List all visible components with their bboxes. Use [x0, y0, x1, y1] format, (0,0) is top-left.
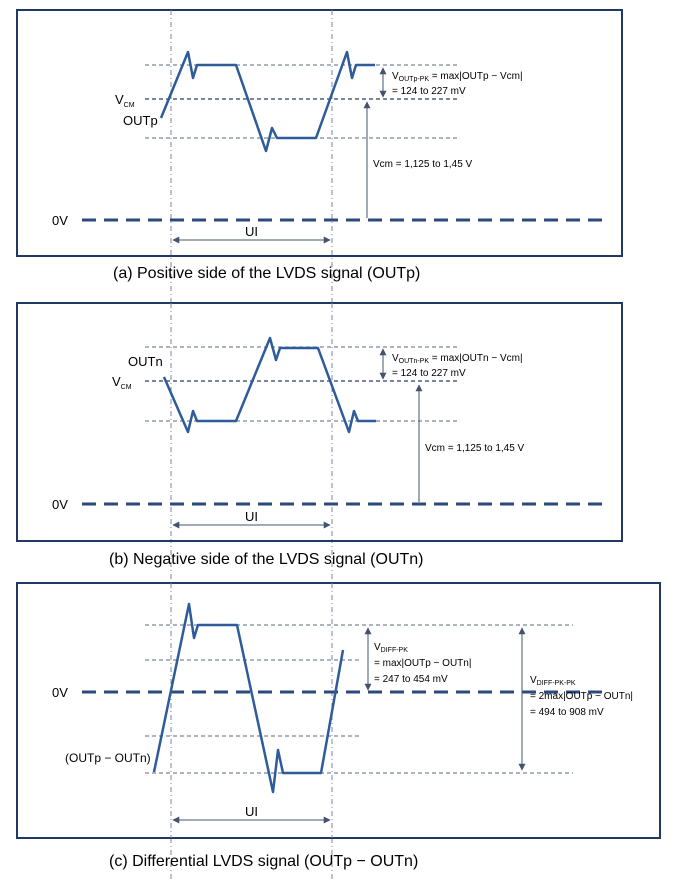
panel-c-diff-range: = 247 to 454 mV	[374, 674, 448, 685]
panel-b-zero-label: 0V	[52, 497, 68, 512]
panel-a-ui-label: UI	[245, 224, 258, 239]
panel-c-caption: (c) Differential LVDS signal (OUTp − OUTn)	[109, 853, 419, 870]
panel-b-vcm-range: Vcm = 1,125 to 1,45 V	[425, 443, 525, 454]
panel-a-vcm-range: Vcm = 1,125 to 1,45 V	[373, 159, 473, 170]
panel-b-signal-label: OUTn	[128, 354, 163, 369]
panel-b-pk-label: $V_{OUTn-PK}$ = max|OUTn − Vcm|	[392, 353, 523, 365]
panel-c-signal-label: (OUTp − OUTn)	[65, 751, 151, 765]
panel-b-pk-range: = 124 to 227 mV	[392, 368, 466, 379]
panel-a-vcm-label: $V_{CM}$	[115, 92, 135, 109]
panel-c-diff-label: $V_{DIFF-PK}$	[374, 642, 408, 654]
panel-a-caption: (a) Positive side of the LVDS signal (OUTp)	[113, 265, 421, 282]
panel-a-pk-label: $V_{OUTp-PK}$ = max|OUTp − Vcm|	[392, 71, 523, 83]
panel-c-diffpk-formula: = 2max|OUTp − OUTn|	[530, 691, 634, 702]
panel-a-pk-range: = 124 to 227 mV	[392, 86, 466, 97]
panel-a-zero-label: 0V	[52, 213, 68, 228]
panel-b	[17, 303, 622, 541]
panel-b-caption: (b) Negative side of the LVDS signal (OUTn)	[109, 551, 424, 568]
panel-b-ui-label: UI	[245, 509, 258, 524]
panel-c-diffpk-label: $V_{DIFF-PK-PK}$	[530, 675, 576, 687]
panel-c-zero-label: 0V	[52, 685, 68, 700]
panel-c-diffpk-range: = 494 to 908 mV	[530, 707, 604, 718]
panel-c-diff-formula: = max|OUTp − OUTn|	[374, 658, 472, 669]
panel-c-ui-label: UI	[245, 804, 258, 819]
panel-a-signal-label: OUTp	[123, 113, 158, 128]
panel-b-vcm-label: $V_{CM}$	[112, 374, 132, 391]
panel-c	[17, 583, 660, 838]
